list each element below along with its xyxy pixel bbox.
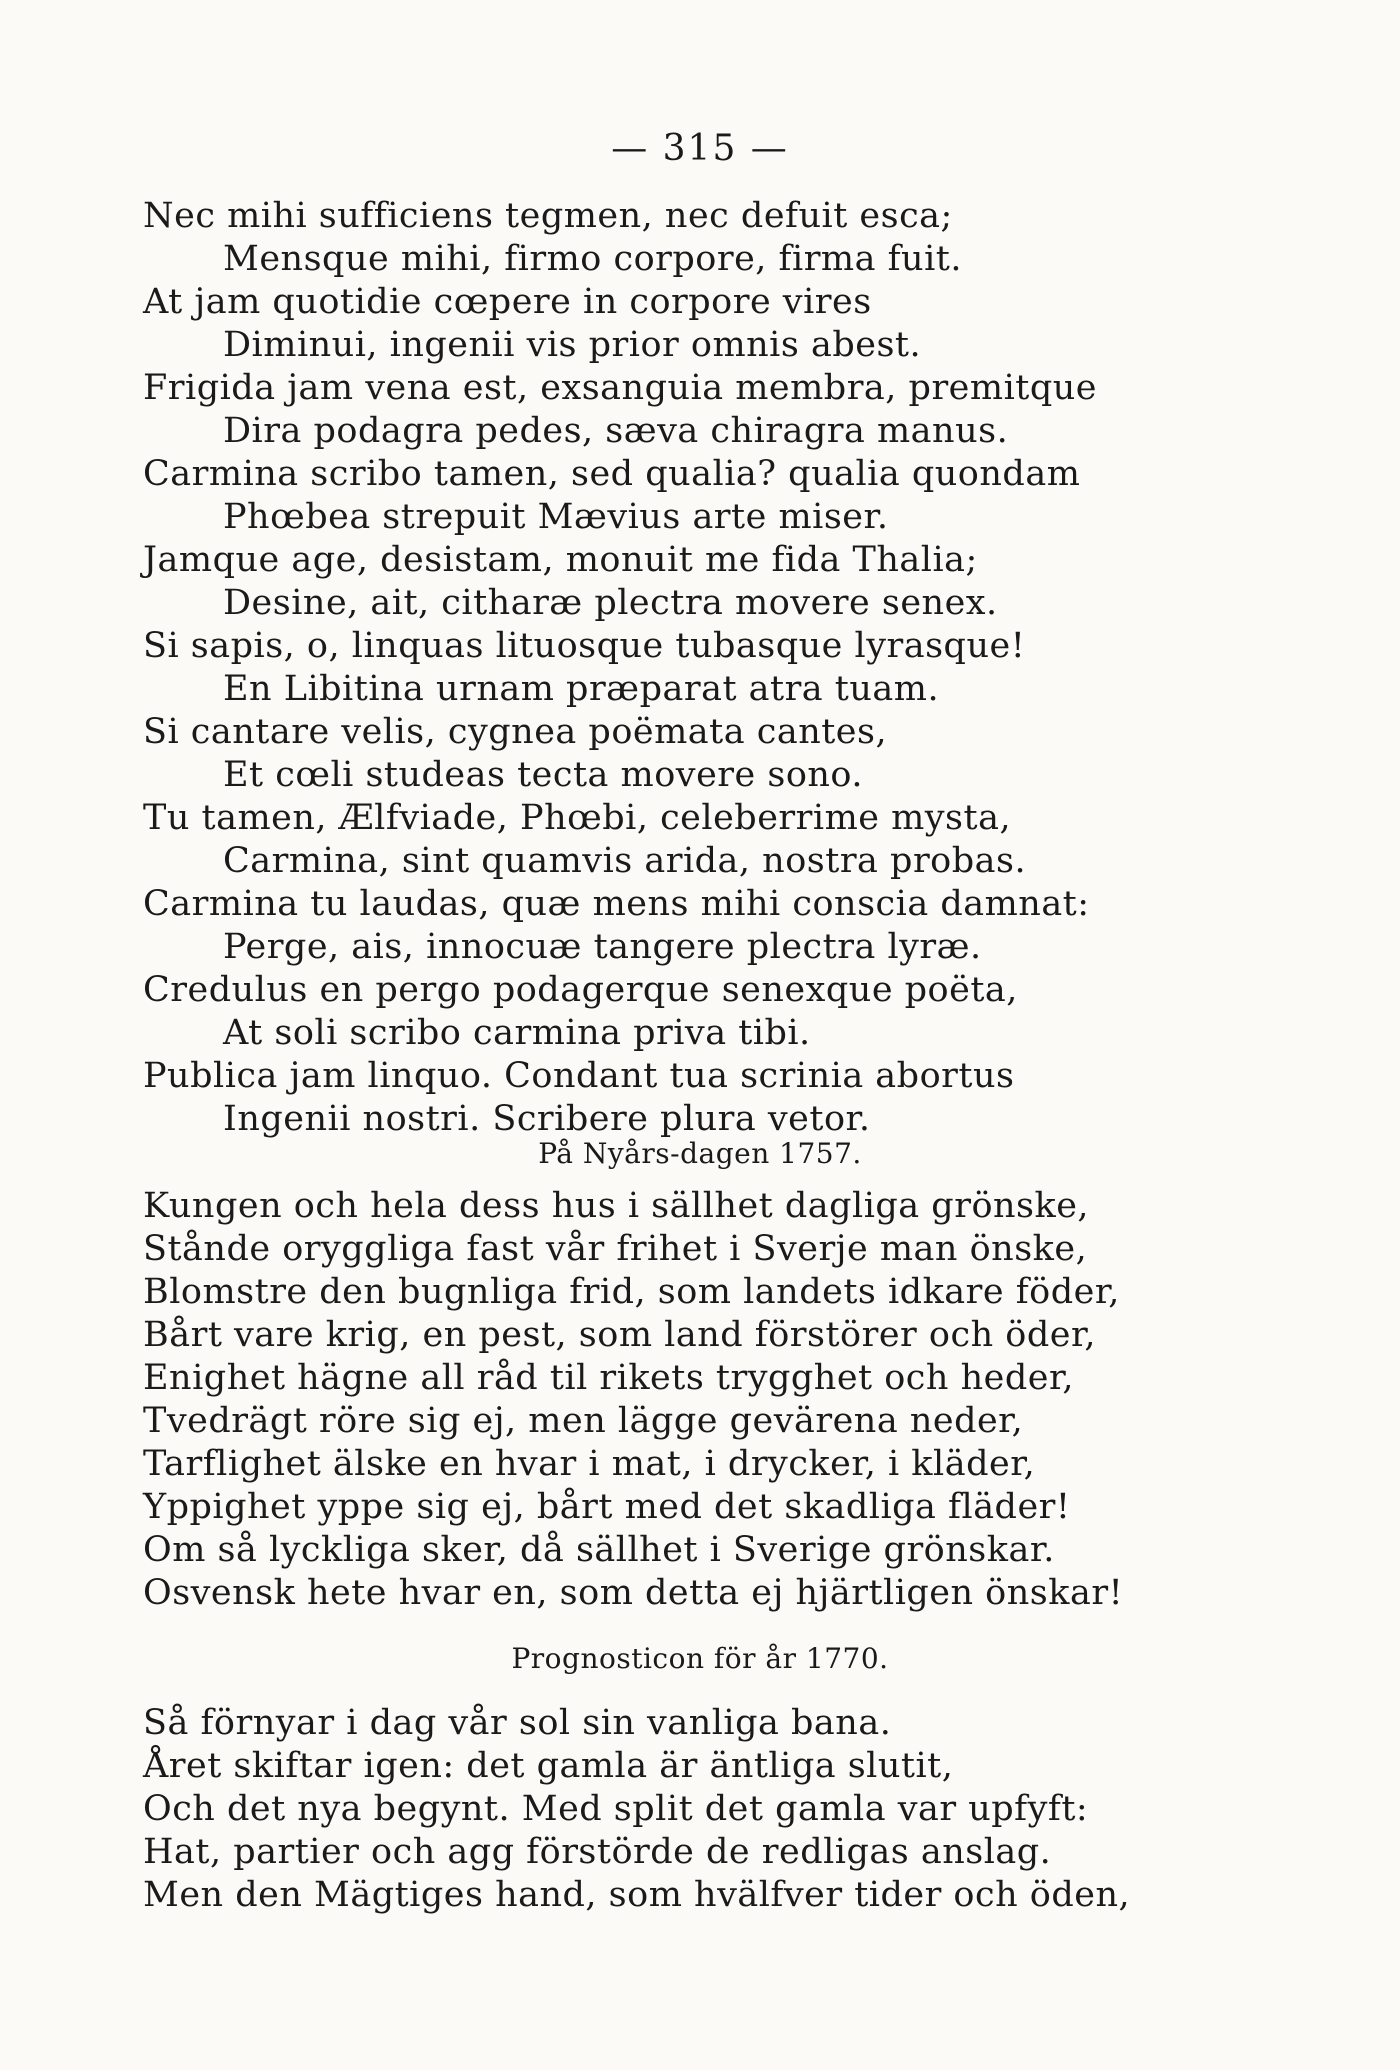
poem-line: Credulus en pergo podagerque senexque poëta, xyxy=(143,970,1018,1010)
poem-line: Tarflighet älske en hvar i mat, i drycker, i kläder, xyxy=(143,1444,1036,1484)
poem-line: Osvensk hete hvar en, som detta ej hjärtligen önskar! xyxy=(143,1573,1124,1613)
poem-line: Ingenii nostri. Scribere plura vetor. xyxy=(223,1099,871,1139)
poem-line: En Libitina urnam præparat atra tuam. xyxy=(223,669,940,709)
poem-line: Och det nya begynt. Med split det gamla var upfyft: xyxy=(143,1789,1089,1829)
poem-line: Carmina tu laudas, quæ mens mihi conscia damnat: xyxy=(143,884,1090,924)
poem-line: Men den Mägtiges hand, som hvälfver tider och öden, xyxy=(143,1875,1131,1915)
poem-line: Blomstre den bugnliga frid, som landets idkare föder, xyxy=(143,1272,1120,1312)
poem-line: Perge, ais, innocuæ tangere plectra lyræ. xyxy=(223,927,982,967)
poem-line: Diminui, ingenii vis prior omnis abest. xyxy=(223,325,922,365)
poem-line: Året skiftar igen: det gamla är äntliga slutit, xyxy=(143,1746,954,1786)
poem-line: Stånde oryggliga fast vår frihet i Sverje man önske, xyxy=(143,1229,1088,1269)
prognosticon-poem xyxy=(143,1702,1283,1917)
poem-line: Frigida jam vena est, exsanguia membra, premitque xyxy=(143,368,1097,408)
poem-line: Bårt vare krig, en pest, som land förstörer och öder, xyxy=(143,1315,1096,1355)
poem-line: Kungen och hela dess hus i sällhet dagliga grönske, xyxy=(143,1186,1090,1226)
poem-line: Yppighet yppe sig ej, bårt med det skadliga fläder! xyxy=(143,1487,1071,1527)
nyars-poem xyxy=(143,1185,1283,1615)
section-heading-prognosticon: Prognosticon för år 1770. xyxy=(511,1642,889,1675)
poem-line: Tvedrägt röre sig ej, men lägge gevärena neder, xyxy=(143,1401,1024,1441)
poem-line: Jamque age, desistam, monuit me fida Thalia; xyxy=(143,540,978,580)
poem-line: Tu tamen, Ælfviade, Phœbi, celeberrime mysta, xyxy=(143,798,1012,838)
poem-line: At jam quotidie cœpere in corpore vires xyxy=(143,282,872,322)
poem-line: Hat, partier och agg förstörde de redligas anslag. xyxy=(143,1832,1052,1872)
section-heading-nyars: På Nyårs-dagen 1757. xyxy=(538,1137,862,1170)
poem-line: Et cœli studeas tecta movere sono. xyxy=(223,755,864,795)
poem-line: Så förnyar i dag vår sol sin vanliga bana. xyxy=(143,1703,892,1743)
poem-line: Enighet hägne all råd til rikets trygghet och heder, xyxy=(143,1358,1074,1398)
poem-line: Nec mihi sufficiens tegmen, nec defuit esca; xyxy=(143,196,953,236)
poem-line: Publica jam linquo. Condant tua scrinia abortus xyxy=(143,1056,1015,1096)
latin-poem xyxy=(143,195,1283,1141)
poem-line: Carmina scribo tamen, sed qualia? qualia quondam xyxy=(143,454,1081,494)
poem-line: Om så lyckliga sker, då sällhet i Sverige grönskar. xyxy=(143,1530,1055,1570)
poem-line: Si sapis, o, linquas lituosque tubasque lyrasque! xyxy=(143,626,1026,666)
poem-line: Si cantare velis, cygnea poëmata cantes, xyxy=(143,712,888,752)
page-number: — 315 — xyxy=(611,128,789,169)
poem-line: Mensque mihi, firmo corpore, firma fuit. xyxy=(223,239,962,279)
poem-line: Phœbea strepuit Mævius arte miser. xyxy=(223,497,889,537)
poem-line: Dira podagra pedes, sæva chiragra manus. xyxy=(223,411,1009,451)
poem-line: Desine, ait, citharæ plectra movere senex. xyxy=(223,583,998,623)
poem-line: At soli scribo carmina priva tibi. xyxy=(223,1013,811,1053)
poem-line: Carmina, sint quamvis arida, nostra probas. xyxy=(223,841,1027,881)
